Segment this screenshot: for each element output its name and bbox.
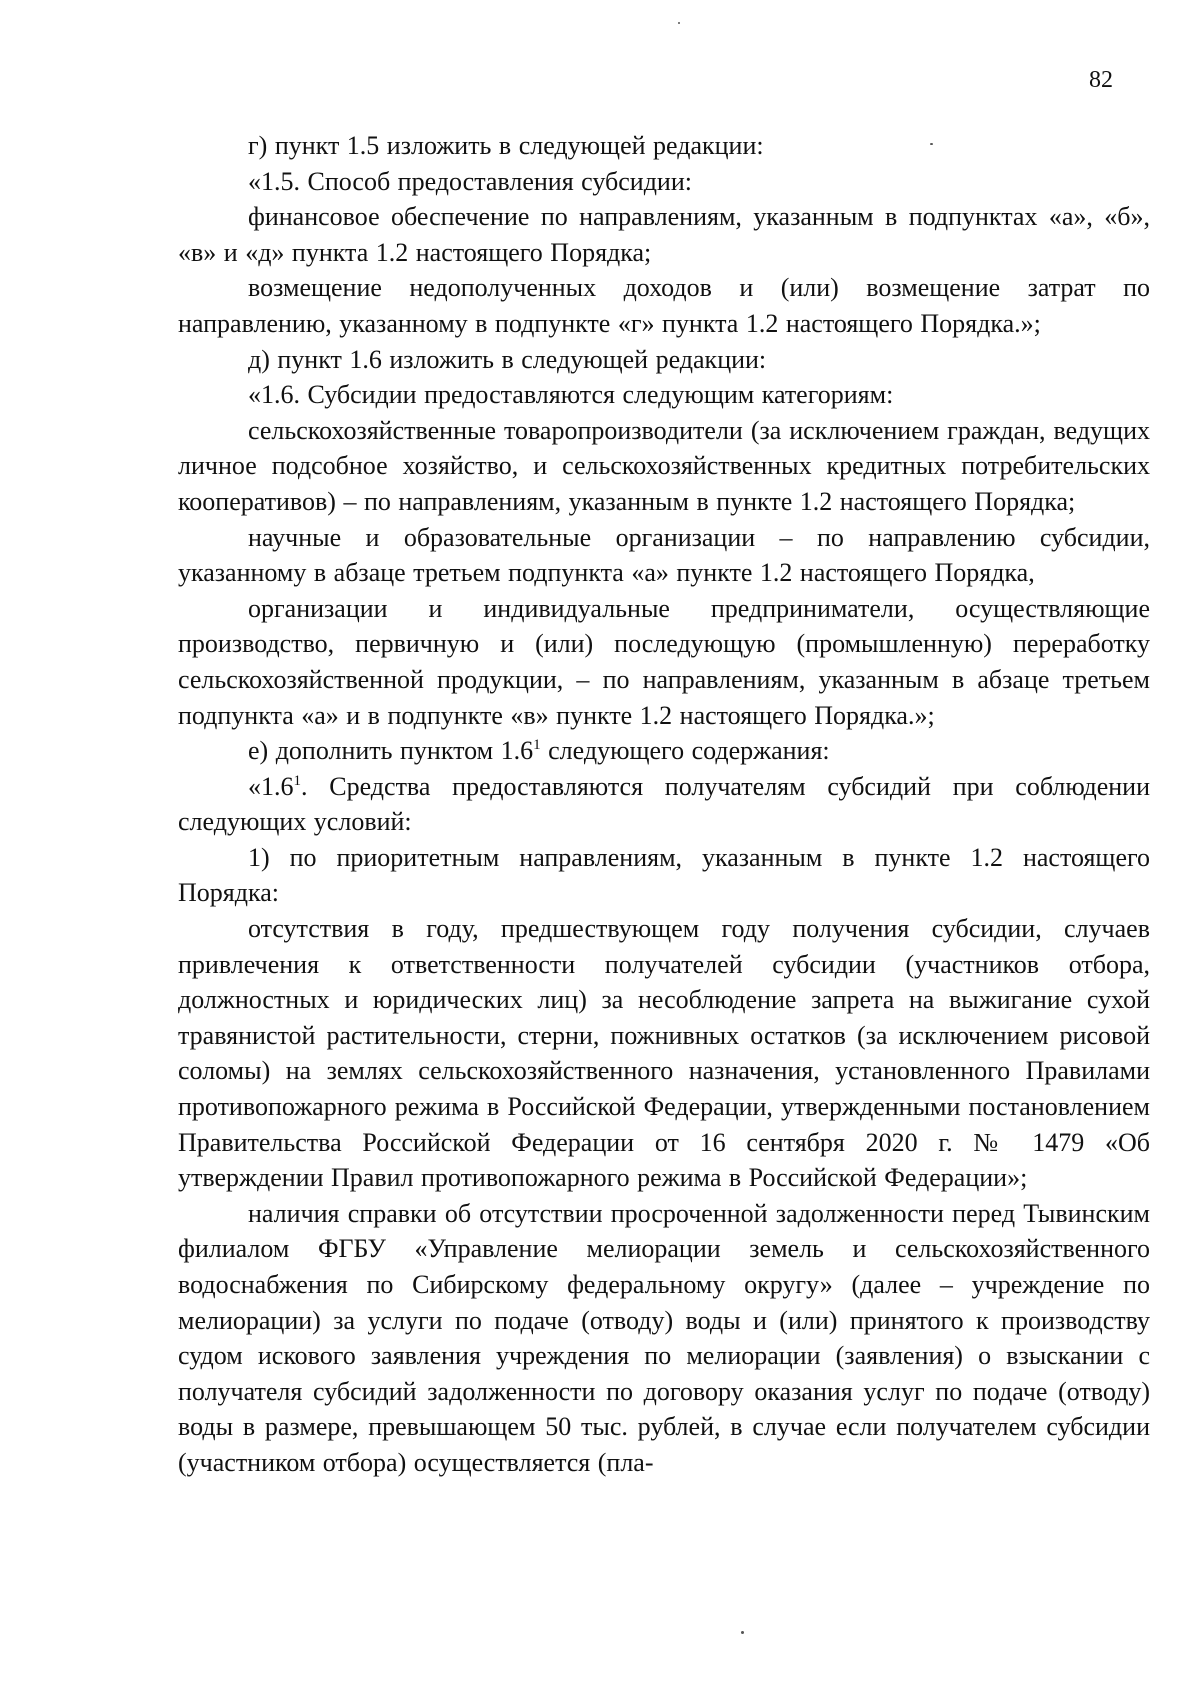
superscript-marker: 1 (533, 737, 541, 754)
paragraph-e-text-end: следующего содержания: (540, 736, 830, 766)
paragraph-1-6-1-end: . Средства предоставляются получателям субсидий при соблюдении следующих условий: (178, 771, 1150, 837)
paragraph-1-6-1-title (178, 769, 1150, 840)
paragraph-scientific-organizations: научные и образовательные организации – по направлению субсидии, указанному в абзаце третьем подпункта «а» пункте 1.2 настоящего Порядка, (178, 522, 1150, 588)
superscript-marker: 1 (293, 772, 301, 789)
paragraph-priority-directions: 1) по приоритетным направлениям, указанным в пункте 1.2 настоящего Порядка: (178, 842, 1150, 908)
paragraph-entrepreneurs: организации и индивидуальные предприниматели, осуществляющие производство, первичную и (или) последующую (промышленную) переработку сельскохозяйственной продукции, – по направлениям, указанным в абзаце третьем подпункта «а» и в подпункте «в» пункте 1.2 настоящего Порядка.»; (178, 593, 1150, 730)
paragraph-debt-certificate: наличия справки об отсутствии просроченной задолженности перед Тывинским филиалом ФГБУ «Управление мелиорации земель и сельскохозяйственного водоснабжения по Сибирскому федеральному округу» (далее – учреждение по мелиорации) за услуги по подаче (отводу) воды и (или) принятого к производству судом искового заявления учреждения по мелиорации (заявления) о взыскании с получателя субсидий задолженности по договору оказания услуг по подаче (отводу) воды в размере, превышающем 50 тыс. рублей, в случае если получателем субсидии (участником отбора) осуществляется (пла- (178, 1198, 1150, 1477)
paragraph-e-item (178, 733, 1150, 769)
paragraph-1-6-1-start: «1.6 (248, 771, 294, 801)
paragraph-1-5-title: «1.5. Способ предоставления субсидии: (248, 166, 692, 196)
paragraph-compensation: возмещение недополученных доходов и (или) возмещение затрат по направлению, указанному в подпункте «г» пункта 1.2 настоящего Порядка.»; (178, 273, 1150, 338)
paragraph-g-item: г) пункт 1.5 изложить в следующей редакции: (248, 131, 764, 160)
paragraph-no-liability: отсутствия в году, предшествующем году получения субсидии, случаев привлечения к ответственности получателей субсидии (участников отбора, должностных и юридических лиц) за несоблюдение запрета на выжигание сухой травянистой растительности, стерни, пожнивных остатков (за исключением рисовой соломы) на землях сельскохозяйственного назначения, установленного Правилами противопожарного режима в Российской Федерации, утвержденными постановлением Правительства Российской Федерации от 16 сентября 2020 г. № 1479 «Об утверждении Правил противопожарного режима в Российской Федерации»; (178, 914, 1150, 1193)
paragraph-financial-support: финансовое обеспечение по направлениям, указанным в подпунктах «а», «б», «в» и «д» пункта 1.2 настоящего Порядка; (178, 202, 1150, 267)
paragraph-d-item: д) пункт 1.6 изложить в следующей редакции: (248, 344, 767, 374)
document-text (178, 128, 1150, 1481)
paragraph-e-text-start: е) дополнить пунктом 1.6 (248, 736, 534, 766)
scan-speck-top (678, 22, 680, 24)
paragraph-agricultural-producers: сельскохозяйственные товаропроизводители (за исключением граждан, ведущих личное подсобное хозяйство, и сельскохозяйственных кредитных потребительских кооперативов) – по направлениям, указанным в пункте 1.2 настоящего Порядка; (178, 415, 1150, 516)
scan-speck-bottom (741, 1631, 744, 1634)
paragraph-1-6-title: «1.6. Субсидии предоставляются следующим категориям: (248, 380, 894, 410)
page-number: 82 (1089, 67, 1113, 93)
